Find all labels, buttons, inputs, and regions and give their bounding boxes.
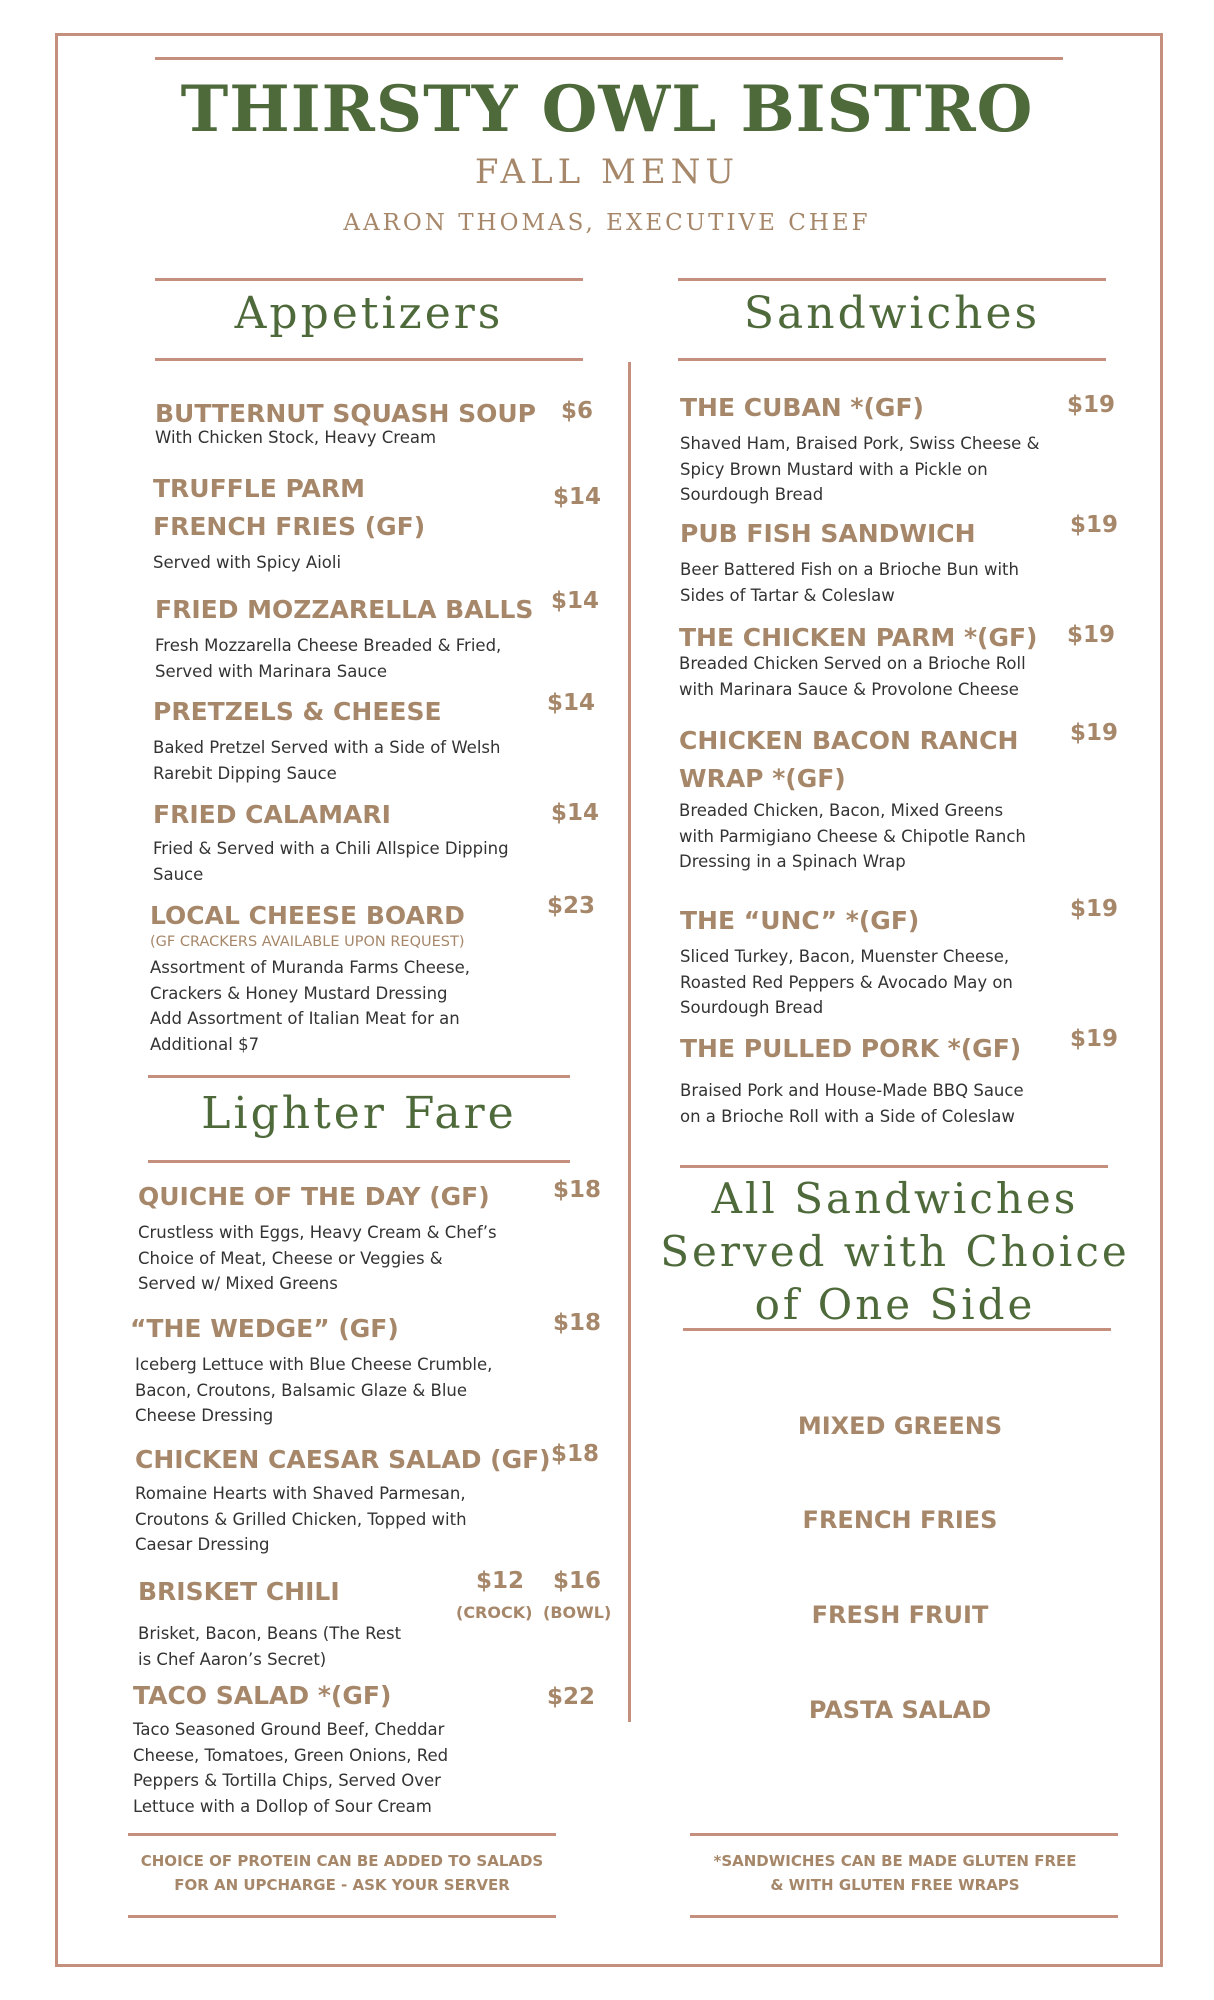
item-name: PUB FISH SANDWICH (680, 519, 976, 548)
protein-note-line: FOR AN UPCHARGE - ASK YOUR SERVER (174, 1876, 510, 1894)
item-description: Sides of Tartar & Coleslaw (680, 585, 895, 605)
item-name: CHICKEN BACON RANCH (679, 726, 1019, 755)
bowl-price: $16 (553, 1568, 602, 1594)
item-price: $19 (1067, 622, 1116, 648)
item-description: Braised Pork and House-Made BBQ Sauce (680, 1081, 1024, 1100)
item-description: Fresh Mozzarella Cheese Breaded & Fried, (155, 636, 502, 655)
lighter-fare-heading: Lighter Fare (201, 1088, 517, 1139)
side-option: PASTA SALAD (808, 1696, 992, 1724)
menu-item (679, 722, 1026, 875)
item-name: FRENCH FRIES (GF) (153, 512, 426, 541)
bowl-label: (BOWL) (543, 1603, 612, 1622)
item-name: FRIED MOZZARELLA BALLS (155, 595, 534, 624)
item-description: Assortment of Muranda Farms Cheese, (150, 958, 471, 977)
column-divider (628, 362, 631, 1722)
item-description: Peppers & Tortilla Chips, Served Over (133, 1771, 441, 1790)
item-name: BRISKET CHILI (138, 1577, 340, 1606)
item-name: BUTTERNUT SQUASH SOUP (155, 399, 536, 428)
item-description: Dressing in a Spinach Wrap (679, 852, 906, 871)
item-price: $19 (1067, 392, 1116, 418)
item-description: Spicy Brown Mustard with a Pickle on (680, 459, 988, 479)
sides-note-line: All Sandwiches (711, 1174, 1079, 1223)
side-option: FRESH FRUIT (811, 1601, 989, 1629)
item-price: $23 (547, 893, 596, 919)
item-description: Breaded Chicken Served on a Brioche Roll (679, 654, 1026, 673)
sides-note-line: of One Side (754, 1280, 1036, 1329)
item-name: “THE WEDGE” (GF) (130, 1314, 399, 1343)
sandwiches-heading: Sandwiches (743, 288, 1041, 339)
item-description: Sourdough Bread (680, 998, 824, 1017)
protein-note-line: CHOICE OF PROTEIN CAN BE ADDED TO SALADS (140, 1852, 544, 1870)
item-price: $18 (553, 1310, 602, 1336)
item-description: Choice of Meat, Cheese or Veggies & (138, 1248, 443, 1268)
item-description: with Parmigiano Cheese & Chipotle Ranch (679, 826, 1026, 846)
item-price: $22 (547, 1684, 596, 1710)
appetizers-rule-top (155, 278, 583, 281)
restaurant-title: THIRSTY OWL BISTRO (180, 72, 1034, 147)
item-note: (GF CRACKERS AVAILABLE UPON REQUEST) (150, 934, 465, 950)
item-price: $14 (553, 484, 602, 510)
side-option: FRENCH FRIES (802, 1506, 998, 1534)
item-description: Caesar Dressing (135, 1535, 270, 1554)
sandwich-footer-rule-top (690, 1833, 1118, 1836)
gluten-free-note-line: *SANDWICHES CAN BE MADE GLUTEN FREE (713, 1852, 1077, 1870)
sandwiches-rule-bottom (678, 358, 1106, 361)
lighter-footer-rule-top (128, 1833, 556, 1836)
item-description: with Marinara Sauce & Provolone Cheese (679, 679, 1019, 699)
protein-note (128, 1849, 556, 1897)
item-description: Sourdough Bread (680, 485, 824, 504)
menu-item (133, 1677, 448, 1819)
item-name: TACO SALAD *(GF) (133, 1681, 392, 1710)
item-price: $19 (1070, 720, 1119, 746)
item-description: Served with Marinara Sauce (155, 661, 387, 681)
lighter-footer-rule-bottom (128, 1915, 556, 1918)
item-name: THE CUBAN *(GF) (680, 393, 924, 422)
item-name: FRIED CALAMARI (153, 800, 391, 829)
item-description: Cheese, Tomatoes, Green Onions, Red (133, 1745, 449, 1765)
sides-rule-bottom (683, 1328, 1111, 1331)
menu-item (138, 1178, 497, 1297)
menu-item (150, 897, 470, 1057)
menu-item (138, 1573, 401, 1672)
item-name: TRUFFLE PARM (153, 474, 365, 503)
item-description: Rarebit Dipping Sauce (153, 763, 337, 783)
menu-item (155, 395, 536, 451)
item-name: WRAP *(GF) (679, 764, 846, 793)
menu-item (680, 515, 1019, 608)
item-description: Lettuce with a Dollop of Sour Cream (133, 1796, 432, 1816)
item-description: Brisket, Bacon, Beans (The Rest (138, 1624, 402, 1643)
side-option: MIXED GREENS (797, 1412, 1003, 1440)
item-description: Croutons & Grilled Chicken, Topped with (135, 1509, 467, 1529)
item-description: Shaved Ham, Braised Pork, Swiss Cheese & (680, 434, 1040, 453)
gluten-free-note (675, 1849, 1115, 1897)
menu-item (153, 796, 509, 887)
item-name: LOCAL CHEESE BOARD (150, 901, 465, 930)
menu-item (135, 1441, 551, 1558)
menu-item (680, 1030, 1024, 1129)
appetizers-heading: Appetizers (234, 288, 504, 339)
sandwiches-rule-top (678, 278, 1106, 281)
sides-note (655, 1172, 1135, 1331)
menu-subtitle: FALL MENU (474, 152, 740, 192)
item-price: $19 (1070, 896, 1119, 922)
item-description: Cheese Dressing (135, 1406, 274, 1425)
item-description: Crustless with Eggs, Heavy Cream & Chef’s (138, 1223, 497, 1242)
item-name: THE PULLED PORK *(GF) (680, 1034, 1022, 1063)
item-description: Sauce (153, 864, 204, 884)
menu-item (155, 591, 533, 684)
item-price: $14 (547, 690, 596, 716)
item-name: THE CHICKEN PARM *(GF) (679, 623, 1038, 652)
gluten-free-note-line: & WITH GLUTEN FREE WRAPS (770, 1876, 1020, 1894)
item-name: THE “UNC” *(GF) (680, 906, 920, 935)
item-name: QUICHE OF THE DAY (GF) (138, 1182, 490, 1211)
menu-item (153, 470, 425, 576)
menu-item (130, 1310, 492, 1429)
item-description: Crackers & Honey Mustard Dressing (150, 983, 448, 1003)
item-description: Fried & Served with a Chili Allspice Dipping (153, 839, 509, 858)
sides-rule-top (680, 1165, 1108, 1168)
item-description: With Chicken Stock, Heavy Cream (155, 428, 437, 447)
item-price: $19 (1070, 512, 1119, 538)
lighter-fare-rule-bottom (148, 1160, 570, 1163)
lighter-fare-rule-top (148, 1075, 570, 1078)
item-price: $18 (553, 1177, 602, 1203)
item-price: $14 (551, 588, 600, 614)
menu-item (679, 619, 1037, 702)
item-description: Served w/ Mixed Greens (138, 1274, 338, 1293)
item-description: Bacon, Croutons, Balsamic Glaze & Blue (135, 1380, 468, 1400)
item-description: Beer Battered Fish on a Brioche Bun with (680, 560, 1019, 579)
menu-item (680, 389, 1039, 508)
item-price: $14 (551, 800, 600, 826)
item-description: on a Brioche Roll with a Side of Coleslaw (680, 1106, 1015, 1126)
sides-note-line: Served with Choice (660, 1227, 1130, 1276)
item-description: is Chef Aaron’s Secret) (138, 1649, 327, 1669)
item-description: Add Assortment of Italian Meat for an (150, 1009, 460, 1028)
item-description: Additional $7 (150, 1034, 260, 1054)
item-description: Baked Pretzel Served with a Side of Welsh (153, 738, 501, 757)
crock-label: (CROCK) (456, 1603, 533, 1622)
item-price: $6 (561, 398, 594, 424)
item-price: $18 (551, 1441, 600, 1467)
menu-item (680, 902, 1013, 1021)
item-name: PRETZELS & CHEESE (153, 697, 442, 726)
chef-credit: AARON THOMAS, EXECUTIVE CHEF (343, 210, 871, 236)
crock-price: $12 (476, 1568, 525, 1594)
item-description: Served with Spicy Aioli (153, 553, 342, 572)
item-description: Sliced Turkey, Bacon, Muenster Cheese, (680, 947, 1010, 966)
sandwich-footer-rule-bottom (690, 1915, 1118, 1918)
item-description: Breaded Chicken, Bacon, Mixed Greens (679, 801, 1004, 820)
item-name: CHICKEN CAESAR SALAD (GF) (135, 1445, 551, 1474)
item-description: Iceberg Lettuce with Blue Cheese Crumble, (135, 1355, 493, 1374)
item-description: Roasted Red Peppers & Avocado May on (680, 972, 1013, 992)
item-price: $19 (1070, 1026, 1119, 1052)
menu-item (153, 693, 500, 786)
header-rule (155, 57, 1063, 60)
item-description: Romaine Hearts with Shaved Parmesan, (135, 1484, 466, 1503)
item-description: Taco Seasoned Ground Beef, Cheddar (133, 1720, 445, 1739)
appetizers-rule-bottom (155, 358, 583, 361)
